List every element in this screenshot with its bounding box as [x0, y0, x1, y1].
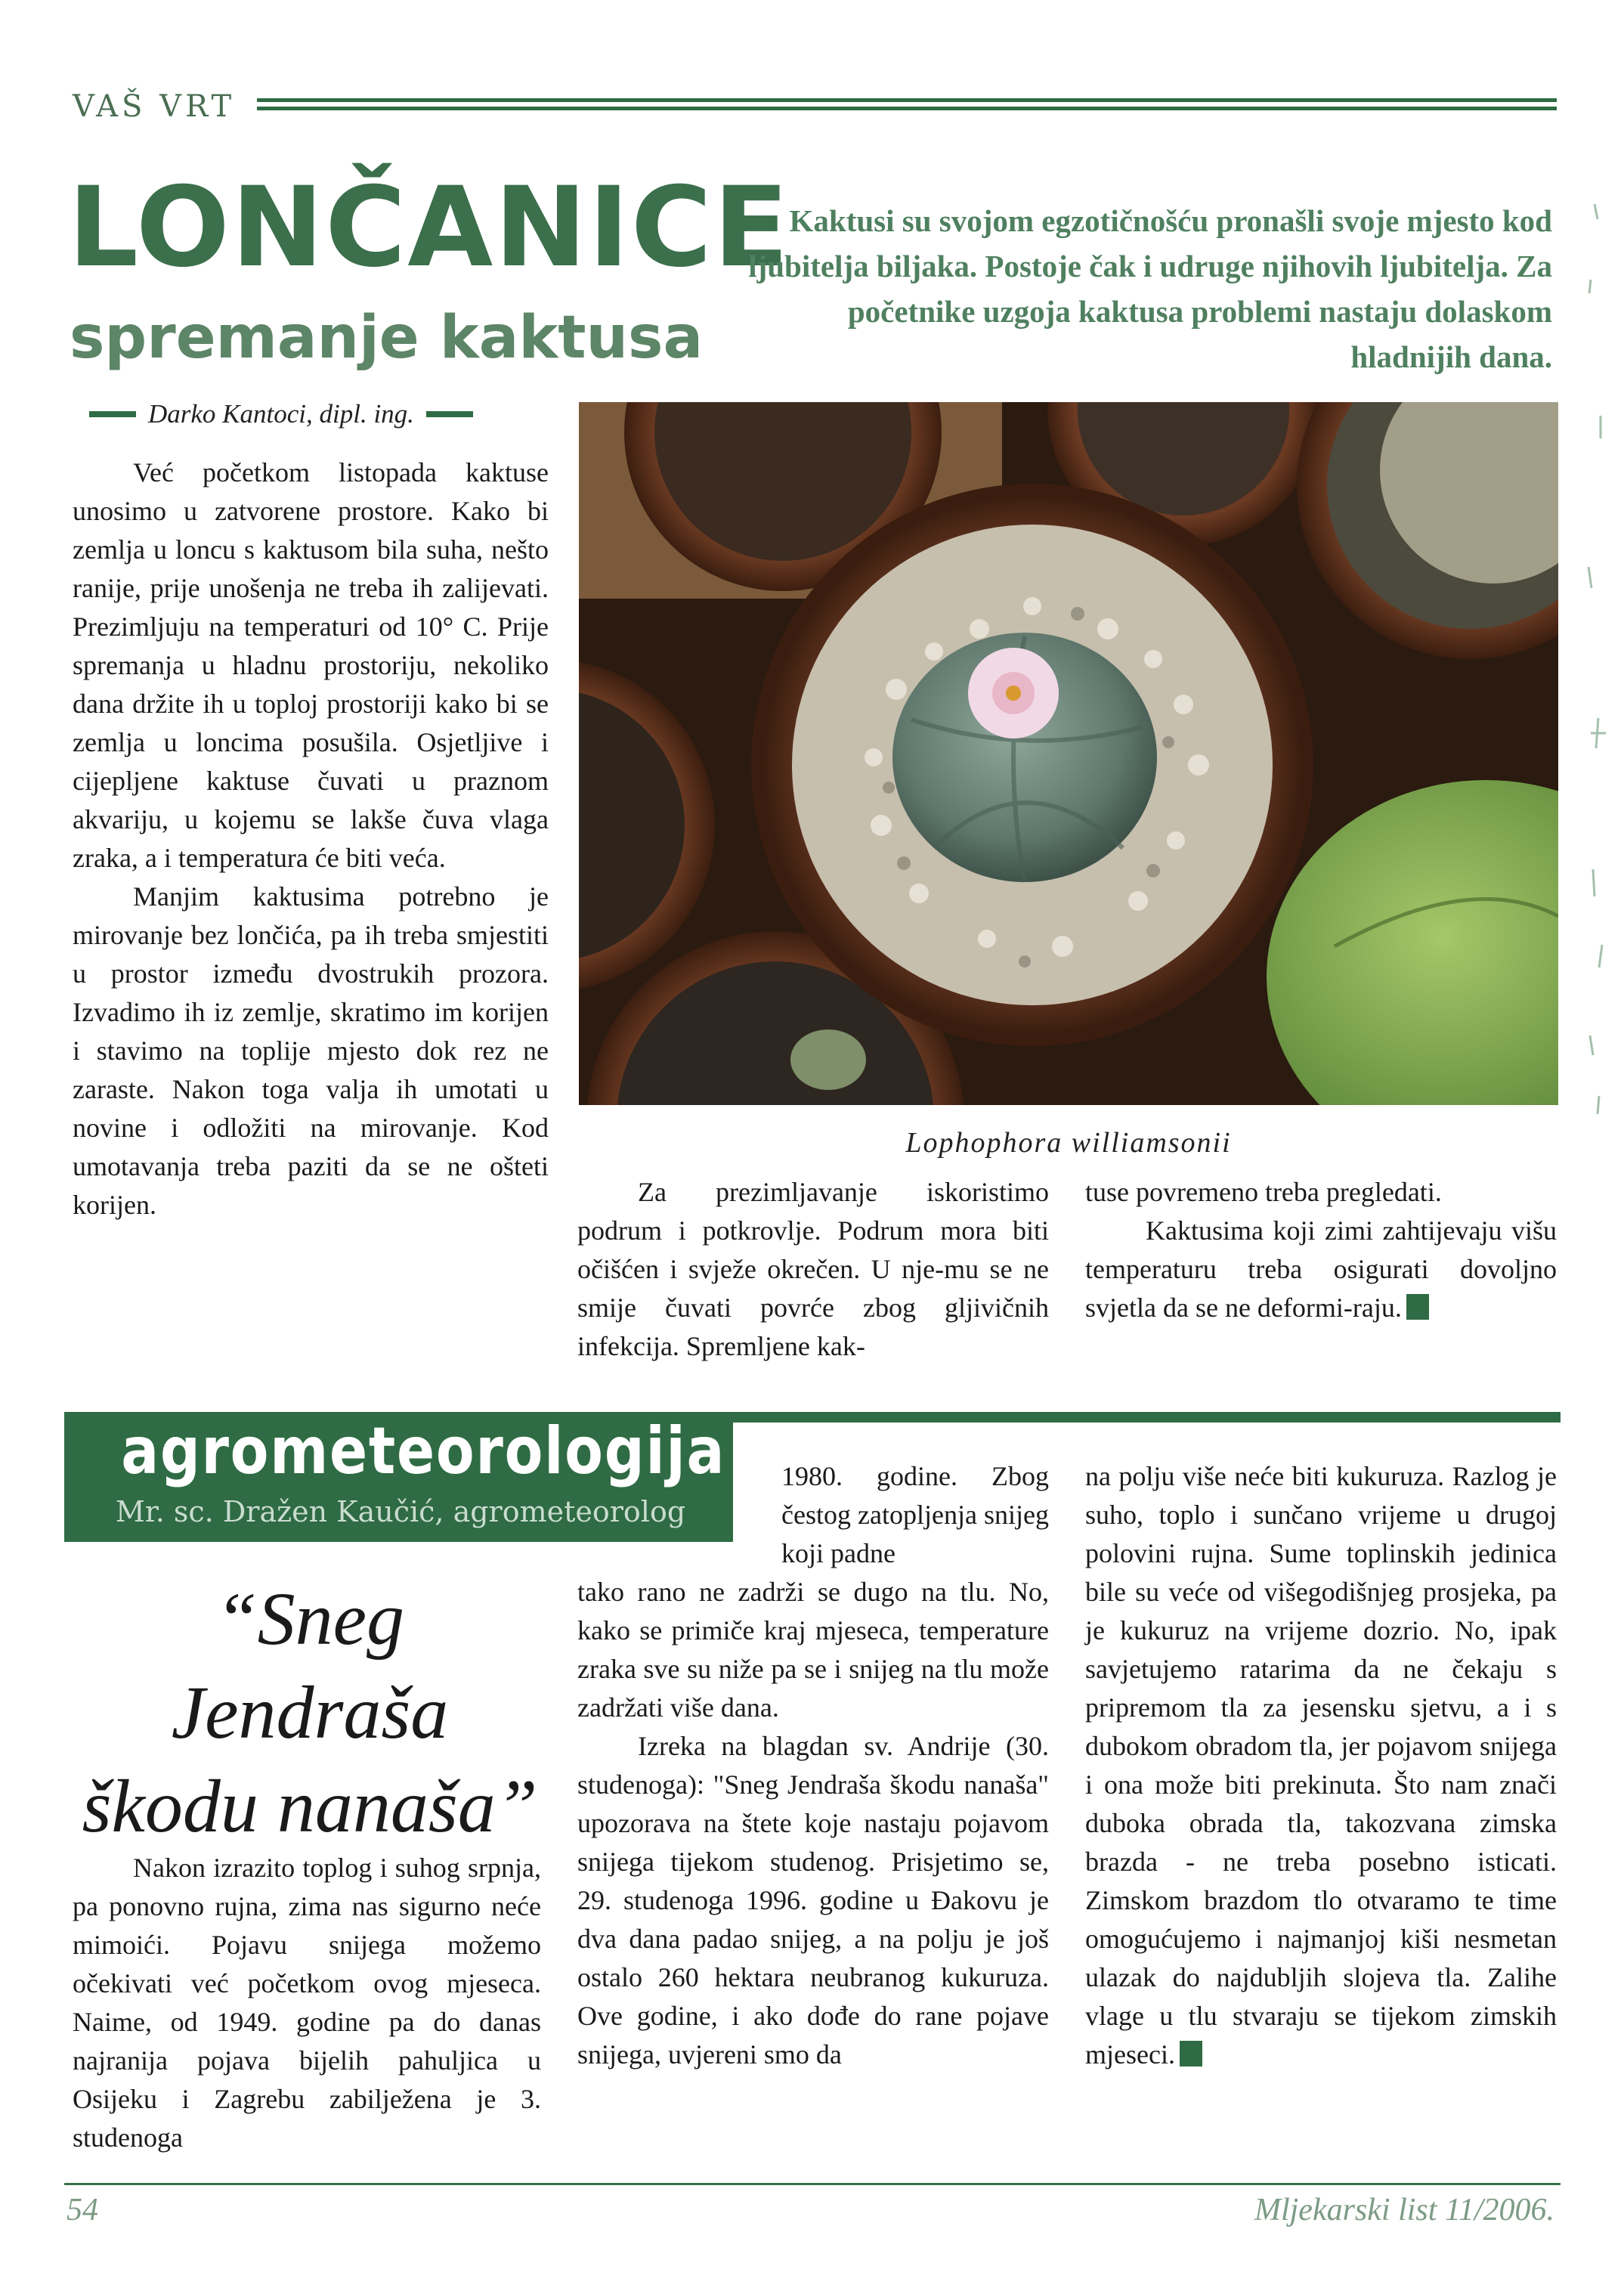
author-name: Darko Kantoci, dipl. ing. [148, 399, 414, 429]
paragraph: Za prezimljavanje iskoristimo podrum i potkrovlje. Podrum mora biti očišćen i svježe okrečen. U nje-mu se ne smije čuvati povrće zbog gljivičnih infekcija. Spremljene kak- [577, 1177, 1049, 1361]
paragraph: Manjim kaktusima potrebno je mirovanje bez lončića, pa ih treba smjestiti u prostor između dvostrukih prozora. Izvadimo ih iz zemlje, skratimo im korijen i stavimo na toplije mjesto dok rez ne zaraste. Nakon toga valja ih umotati u novine i odložiti na mirovanje. Kod umotavanja treba paziti da se ne ošteti korijen. [73, 881, 549, 1220]
paragraph-text: na polju više neće biti kukuruza. Razlog je suho, toplo i sunčano vrijeme u drugoj polovini rujna. Sume toplinskih jedinica bile su veće od višegodišnjeg prosjeka, pa je kukuruz na vrijeme dozrio. No, ipak savjetujemo ratarima da ne čekaju s pripremom tla za jesensku sjetvu, a i s dubokom obradom tla, jer pojavom snijega i ona može biti prekinuta. Što nam znači duboka obrada tla, takozvana zimska brazda - ne treba posebno isticati. Zimskom brazdom tlo otvaramo te time omogućujemo i najmanjoj kiši nesmetan ulazak do najdubljih slojeva tla. Zalihe vlage u tlu stvaraju se tijekom zimskih mjeseci. [1085, 1461, 1557, 2070]
paragraph: Izreka na blagdan sv. Andrije (30. studenoga): "Sneg Jendraša škodu nanaša" upozorava na štete koje nastaju pojavom snijega tijekom studenog. Prisjetimo se, 29. studenoga 1996. godine u Đakovu je dva dana padao snijeg, a na polju je još ostalo 260 hektara neubranog kukuruza. Ove godine, i ako dođe do rane pojave snijega, uvjereni smo da [577, 1731, 1049, 2070]
byline [89, 399, 558, 429]
paragraph-continued [1085, 1457, 1557, 2074]
byline-dash-right [426, 411, 473, 417]
margin-decoration [1579, 189, 1617, 1134]
article-title: LONČANICE [68, 163, 790, 292]
paragraph-continued: tako rano ne zadrži se dugo na tlu. No, kako se primiče kraj mjeseca, temperature zraka sve su niže pa se i snijeg na tlu može zadržati više dana. [577, 1577, 1049, 1723]
footer-rule [64, 2183, 1561, 2185]
paragraph: Već početkom listopada kaktuse unosimo u zatvorene prostore. Kako bi zemlja u loncu s kaktusom bila suha, nešto ranije, prije unošenja ne treba ih zalijevati. Prezimljuju na temperaturi od 10° C. Prije spremanja u hladnu prostoriju, nekoliko dana držite ih u toploj prostoriji kako bi se zemlja u loncima posušila. Osjetljive i cijepljene kaktuse čuvati u praznom akvariju, u kojemu se lakše čuva vlaga zraka, a i temperatura će biti veća. [73, 457, 549, 873]
paragraph-continued: tuse povremeno treba pregledati. [1085, 1177, 1442, 1207]
margin-marks-icon [1579, 189, 1617, 1134]
article1-column-2 [577, 1173, 1049, 1366]
article2-title-quote: “Sneg Jendraša škodu nanaša” [82, 1577, 538, 1848]
article2-column-2 [577, 1457, 1049, 2074]
cactus-photo-illustration [579, 402, 1558, 1105]
header-rule [257, 98, 1557, 119]
cactus-photo [579, 402, 1558, 1105]
paragraph-text: Kaktusima koji zimi zahtijevaju višu temperaturu treba osigurati dovoljno svjetla da se ne deformi-raju. [1085, 1215, 1557, 1323]
paragraph: Nakon izrazito toplog i suhog srpnja, pa ponovno rujna, zima nas sigurno neće mimoići. Pojavu snijega možemo očekivati već početkom ovog mjeseca. Naime, od 1949. godine pa do danas najranija pojava bijelih pahuljica u Osijeku i Zagrebu zabilježena je 3. studenoga [73, 1853, 541, 2153]
end-mark-icon [1406, 1294, 1429, 1320]
photo-caption: Lophophora williamsonii [905, 1127, 1232, 1159]
rubric-title: agrometeorologija [121, 1413, 726, 1489]
article2-column-1 [73, 1849, 541, 2157]
section-label: VAŠ VRT [73, 89, 236, 124]
end-mark-icon [1180, 2041, 1202, 2066]
page-number: 54 [67, 2193, 98, 2227]
byline-dash-left [89, 411, 136, 417]
article1-column-1 [73, 454, 549, 1224]
article2-column-3 [1085, 1457, 1557, 2074]
rubric-author: Mr. sc. Dražen Kaučić, agrometeorolog [115, 1495, 686, 1528]
article-lead: Kaktusi su svojom egzotičnošću pronašli svoje mjesto kod ljubitelja biljaka. Postoje čak i udruge njihovih ljubitelja. Za početnike uzgoja kaktusa problemi nastaju dolaskom hladnijih dana. [748, 203, 1552, 374]
article1-column-3 [1085, 1173, 1557, 1327]
article-subtitle: spremanje kaktusa [70, 304, 704, 372]
paragraph-continued: 1980. godine. Zbog čestog zatopljenja snijeg koji padne [781, 1461, 1049, 1568]
paragraph [1085, 1212, 1557, 1327]
magazine-name: Mljekarski list 11/2006. [1254, 2193, 1554, 2227]
